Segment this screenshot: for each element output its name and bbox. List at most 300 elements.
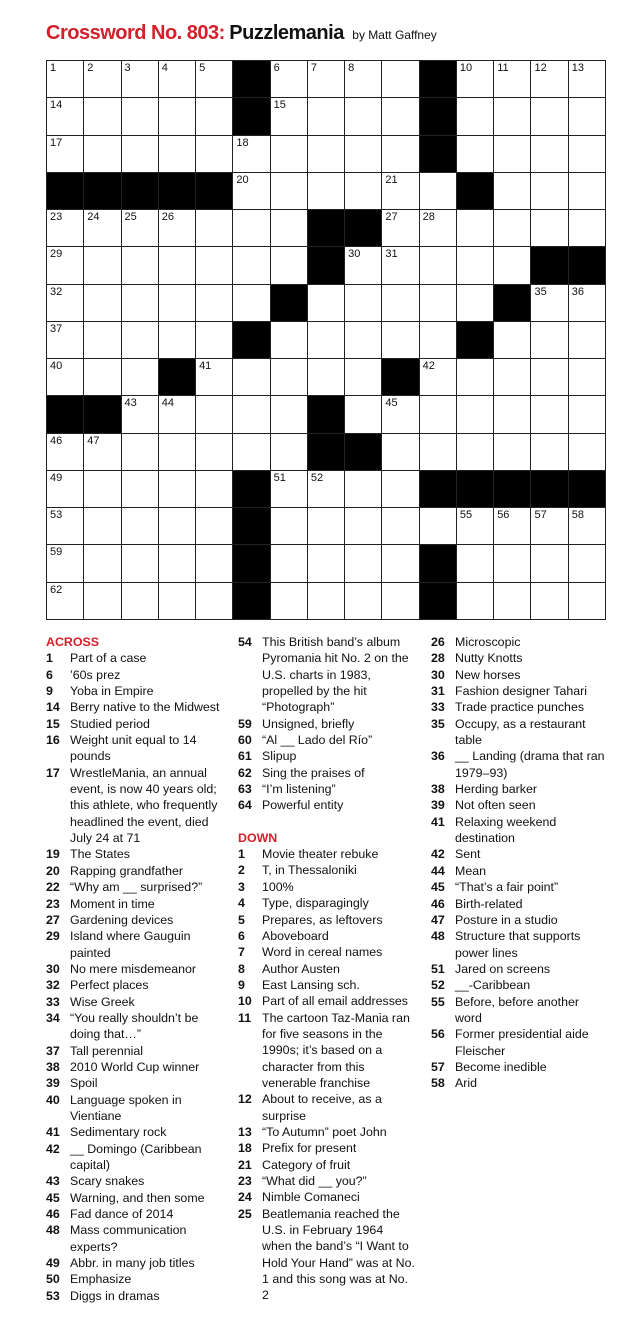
- across-clue[interactable]: [46, 1190, 222, 1206]
- cell-number: 14: [50, 99, 63, 112]
- grid-cell[interactable]: [84, 359, 121, 396]
- grid-cell[interactable]: [382, 434, 419, 471]
- grid-cell[interactable]: [569, 508, 606, 545]
- grid-cell[interactable]: [531, 583, 568, 620]
- grid-cell[interactable]: [420, 285, 457, 322]
- grid-cell[interactable]: [382, 247, 419, 284]
- clue-text: Emphasize: [70, 1272, 132, 1287]
- grid-cell[interactable]: [382, 173, 419, 210]
- grid-cell[interactable]: [382, 98, 419, 135]
- grid-cell[interactable]: [531, 359, 568, 396]
- grid-cell[interactable]: [233, 136, 270, 173]
- grid-cell[interactable]: [569, 285, 606, 322]
- grid-cell[interactable]: [196, 359, 233, 396]
- grid-cell[interactable]: [84, 98, 121, 135]
- down-clue[interactable]: [238, 1091, 416, 1124]
- grid-cell[interactable]: [531, 434, 568, 471]
- grid-cell[interactable]: [122, 545, 159, 582]
- grid-cell[interactable]: [494, 98, 531, 135]
- down-clue[interactable]: [238, 1124, 416, 1140]
- grid-cell[interactable]: [159, 545, 196, 582]
- grid-cell[interactable]: [308, 471, 345, 508]
- grid-cell[interactable]: [345, 61, 382, 98]
- grid-cell[interactable]: [196, 210, 233, 247]
- grid-cell[interactable]: [84, 471, 121, 508]
- clue-number: 6: [46, 667, 53, 682]
- grid-cell[interactable]: [233, 396, 270, 433]
- across-clue[interactable]: [46, 765, 222, 847]
- grid-cell[interactable]: [531, 98, 568, 135]
- grid-cell[interactable]: [494, 434, 531, 471]
- down-clue[interactable]: [431, 961, 609, 977]
- grid-cell[interactable]: [84, 285, 121, 322]
- across-clue[interactable]: [46, 667, 222, 683]
- grid-cell[interactable]: [122, 98, 159, 135]
- down-clue[interactable]: [238, 1010, 416, 1092]
- clue-number: 37: [46, 1043, 60, 1058]
- grid-cell[interactable]: [569, 583, 606, 620]
- cell-number: 28: [422, 211, 435, 224]
- grid-cell[interactable]: [271, 396, 308, 433]
- grid-cell[interactable]: [233, 285, 270, 322]
- grid-cell[interactable]: [494, 247, 531, 284]
- grid-cell[interactable]: [122, 136, 159, 173]
- grid-cell[interactable]: [159, 471, 196, 508]
- grid-cell[interactable]: [308, 545, 345, 582]
- grid-cell[interactable]: [159, 322, 196, 359]
- grid-cell[interactable]: [271, 471, 308, 508]
- down-clue[interactable]: [238, 928, 416, 944]
- across-clue[interactable]: [238, 716, 416, 732]
- grid-cell[interactable]: [122, 434, 159, 471]
- grid-cell[interactable]: [196, 583, 233, 620]
- grid-cell[interactable]: [271, 583, 308, 620]
- across-clue[interactable]: [46, 650, 222, 666]
- grid-cell[interactable]: [531, 210, 568, 247]
- across-clue[interactable]: [238, 634, 416, 716]
- clue-text: __ Domingo (Caribbean capital): [70, 1141, 202, 1172]
- down-clue[interactable]: [238, 944, 416, 960]
- grid-cell[interactable]: [420, 396, 457, 433]
- grid-cell[interactable]: [196, 396, 233, 433]
- grid-cell[interactable]: [271, 173, 308, 210]
- grid-cell[interactable]: [531, 285, 568, 322]
- grid-cell[interactable]: [47, 434, 84, 471]
- down-clue[interactable]: [238, 1157, 416, 1173]
- cell-number: 13: [571, 62, 584, 74]
- grid-cell[interactable]: [122, 396, 159, 433]
- grid-cell[interactable]: [271, 434, 308, 471]
- grid-cell[interactable]: [420, 434, 457, 471]
- grid-cell[interactable]: [233, 210, 270, 247]
- down-clue[interactable]: [238, 895, 416, 911]
- down-clue[interactable]: [431, 1059, 609, 1075]
- down-clue[interactable]: [431, 846, 609, 862]
- grid-cell[interactable]: [569, 98, 606, 135]
- clue-text: Nutty Knotts: [455, 651, 523, 666]
- black-square: [420, 583, 457, 620]
- down-clue[interactable]: [431, 896, 609, 912]
- grid-cell[interactable]: [308, 359, 345, 396]
- down-clue[interactable]: [431, 683, 609, 699]
- clue-number: 39: [431, 798, 445, 813]
- grid-cell[interactable]: [494, 583, 531, 620]
- grid-cell[interactable]: [457, 583, 494, 620]
- down-clue[interactable]: [238, 1189, 416, 1205]
- grid-cell[interactable]: [457, 545, 494, 582]
- across-clue[interactable]: [238, 781, 416, 797]
- grid-cell[interactable]: [122, 285, 159, 322]
- grid-cell[interactable]: [345, 508, 382, 545]
- across-clue[interactable]: [238, 732, 416, 748]
- grid-cell[interactable]: [271, 210, 308, 247]
- grid-cell[interactable]: [84, 508, 121, 545]
- grid-cell[interactable]: [531, 322, 568, 359]
- grid-cell[interactable]: [494, 396, 531, 433]
- grid-cell[interactable]: [122, 322, 159, 359]
- clue-text: Relaxing weekend destination: [455, 814, 557, 846]
- grid-cell[interactable]: [420, 247, 457, 284]
- grid-cell[interactable]: [47, 583, 84, 620]
- grid-cell[interactable]: [569, 173, 606, 210]
- grid-cell[interactable]: [159, 61, 196, 98]
- across-clue[interactable]: [46, 1059, 222, 1075]
- grid-cell[interactable]: [494, 359, 531, 396]
- grid-cell[interactable]: [531, 173, 568, 210]
- across-clue[interactable]: [46, 1206, 222, 1222]
- grid-cell[interactable]: [382, 61, 419, 98]
- grid-cell[interactable]: [308, 322, 345, 359]
- across-clue[interactable]: [46, 1043, 222, 1059]
- grid-cell[interactable]: [494, 136, 531, 173]
- grid-cell[interactable]: [382, 508, 419, 545]
- grid-cell[interactable]: [122, 61, 159, 98]
- across-clue[interactable]: [46, 1141, 222, 1174]
- grid-cell[interactable]: [122, 359, 159, 396]
- grid-cell[interactable]: [494, 508, 531, 545]
- grid-cell[interactable]: [457, 136, 494, 173]
- grid-cell[interactable]: [569, 396, 606, 433]
- clue-text: Tall perennial: [70, 1043, 144, 1058]
- grid-cell[interactable]: [457, 359, 494, 396]
- across-clue[interactable]: [46, 896, 222, 912]
- grid-cell[interactable]: [159, 508, 196, 545]
- across-clue[interactable]: [238, 797, 416, 813]
- black-square: [159, 359, 196, 396]
- down-clue[interactable]: [431, 1026, 609, 1059]
- grid-cell[interactable]: [159, 434, 196, 471]
- grid-cell[interactable]: [84, 583, 121, 620]
- grid-cell[interactable]: [122, 583, 159, 620]
- across-clue[interactable]: [46, 1173, 222, 1189]
- down-clue[interactable]: [431, 650, 609, 666]
- down-clue-list-continued: [431, 634, 609, 1092]
- down-clue[interactable]: [238, 993, 416, 1009]
- grid-cell[interactable]: [420, 322, 457, 359]
- clue-text: “I’m listening”: [262, 782, 336, 797]
- grid-cell[interactable]: [345, 471, 382, 508]
- grid-cell[interactable]: [84, 210, 121, 247]
- grid-cell[interactable]: [494, 322, 531, 359]
- grid-cell[interactable]: [122, 247, 159, 284]
- across-clue[interactable]: [46, 1288, 222, 1304]
- clue-text: Mean: [455, 863, 486, 878]
- grid-cell[interactable]: [531, 508, 568, 545]
- down-clue[interactable]: [431, 748, 609, 781]
- grid-cell[interactable]: [308, 61, 345, 98]
- grid-cell[interactable]: [196, 98, 233, 135]
- down-clue[interactable]: [431, 994, 609, 1027]
- down-clue[interactable]: [431, 863, 609, 879]
- grid-cell[interactable]: [196, 545, 233, 582]
- down-clue[interactable]: [431, 1075, 609, 1091]
- grid-cell[interactable]: [457, 508, 494, 545]
- down-clue[interactable]: [431, 977, 609, 993]
- down-clue[interactable]: [238, 846, 416, 862]
- down-clue[interactable]: [238, 912, 416, 928]
- down-clue[interactable]: [238, 977, 416, 993]
- black-square: [494, 471, 531, 508]
- down-clue[interactable]: [238, 879, 416, 895]
- clue-text: Studied period: [70, 716, 150, 731]
- down-clue[interactable]: [431, 667, 609, 683]
- grid-cell[interactable]: [382, 583, 419, 620]
- grid-cell[interactable]: [569, 136, 606, 173]
- across-clue[interactable]: [46, 1092, 222, 1125]
- across-clue[interactable]: [46, 732, 222, 765]
- clue-text: Become inedible: [455, 1059, 547, 1074]
- grid-cell[interactable]: [531, 545, 568, 582]
- grid-cell[interactable]: [84, 61, 121, 98]
- grid-cell[interactable]: [196, 285, 233, 322]
- down-clue[interactable]: [431, 716, 609, 749]
- clue-number: 9: [238, 977, 245, 992]
- across-clue[interactable]: [46, 1271, 222, 1287]
- grid-cell[interactable]: [122, 471, 159, 508]
- grid-cell[interactable]: [84, 322, 121, 359]
- grid-cell[interactable]: [457, 285, 494, 322]
- grid-cell[interactable]: [382, 136, 419, 173]
- down-clue[interactable]: [238, 1206, 416, 1304]
- across-heading: ACROSS: [46, 635, 100, 649]
- grid-cell[interactable]: [47, 508, 84, 545]
- grid-cell[interactable]: [47, 285, 84, 322]
- clue-number: 32: [46, 978, 60, 993]
- clue-column-2: [238, 634, 416, 1304]
- grid-cell[interactable]: [308, 98, 345, 135]
- grid-cell[interactable]: [233, 359, 270, 396]
- grid-cell[interactable]: [569, 545, 606, 582]
- down-clue[interactable]: [431, 699, 609, 715]
- grid-cell[interactable]: [47, 61, 84, 98]
- down-clue[interactable]: [431, 634, 609, 650]
- clue-number: 50: [46, 1272, 60, 1287]
- across-clue[interactable]: [238, 765, 416, 781]
- cell-number: 57: [534, 509, 547, 522]
- grid-cell[interactable]: [308, 583, 345, 620]
- across-clue[interactable]: [46, 928, 222, 961]
- grid-cell[interactable]: [569, 61, 606, 98]
- grid-cell[interactable]: [196, 508, 233, 545]
- grid-cell[interactable]: [271, 136, 308, 173]
- grid-cell[interactable]: [84, 434, 121, 471]
- grid-cell[interactable]: [345, 98, 382, 135]
- grid-cell[interactable]: [382, 210, 419, 247]
- black-square: [569, 247, 606, 284]
- grid-cell[interactable]: [494, 545, 531, 582]
- down-clue[interactable]: [431, 879, 609, 895]
- down-clue[interactable]: [431, 797, 609, 813]
- grid-cell[interactable]: [457, 98, 494, 135]
- grid-cell[interactable]: [345, 396, 382, 433]
- grid-cell[interactable]: [345, 359, 382, 396]
- grid-cell[interactable]: [531, 61, 568, 98]
- grid-cell[interactable]: [122, 210, 159, 247]
- down-clue[interactable]: [431, 912, 609, 928]
- grid-cell[interactable]: [159, 247, 196, 284]
- grid-cell[interactable]: [271, 247, 308, 284]
- grid-cell[interactable]: [159, 583, 196, 620]
- down-clue[interactable]: [431, 781, 609, 797]
- clue-text: 2010 World Cup winner: [70, 1059, 200, 1074]
- cell-number: 8: [348, 62, 355, 74]
- grid-cell[interactable]: [196, 61, 233, 98]
- grid-cell[interactable]: [308, 508, 345, 545]
- grid-cell[interactable]: [84, 247, 121, 284]
- grid-cell[interactable]: [47, 210, 84, 247]
- grid-cell[interactable]: [345, 285, 382, 322]
- grid-cell[interactable]: [345, 322, 382, 359]
- grid-cell[interactable]: [569, 210, 606, 247]
- down-clue[interactable]: [238, 1173, 416, 1189]
- grid-cell[interactable]: [457, 396, 494, 433]
- across-clue[interactable]: [46, 716, 222, 732]
- grid-cell[interactable]: [159, 210, 196, 247]
- grid-cell[interactable]: [159, 136, 196, 173]
- grid-cell[interactable]: [271, 508, 308, 545]
- grid-cell[interactable]: [233, 247, 270, 284]
- grid-cell[interactable]: [494, 173, 531, 210]
- across-clue[interactable]: [46, 1010, 222, 1043]
- grid-cell[interactable]: [271, 359, 308, 396]
- grid-cell[interactable]: [531, 396, 568, 433]
- grid-cell[interactable]: [345, 136, 382, 173]
- grid-cell[interactable]: [122, 508, 159, 545]
- across-clue[interactable]: [46, 912, 222, 928]
- grid-cell[interactable]: [196, 136, 233, 173]
- grid-cell[interactable]: [159, 396, 196, 433]
- grid-cell[interactable]: [47, 136, 84, 173]
- clue-number: 33: [431, 700, 445, 715]
- across-clue[interactable]: [238, 748, 416, 764]
- down-clue[interactable]: [238, 862, 416, 878]
- down-clue[interactable]: [431, 814, 609, 847]
- grid-cell[interactable]: [457, 210, 494, 247]
- across-clue[interactable]: [46, 1075, 222, 1091]
- across-clue[interactable]: [46, 1255, 222, 1271]
- grid-cell[interactable]: [345, 173, 382, 210]
- grid-cell[interactable]: [271, 322, 308, 359]
- grid-cell[interactable]: [47, 359, 84, 396]
- black-square: [457, 173, 494, 210]
- grid-cell[interactable]: [47, 98, 84, 135]
- grid-cell[interactable]: [271, 98, 308, 135]
- grid-cell[interactable]: [345, 583, 382, 620]
- grid-cell[interactable]: [382, 545, 419, 582]
- grid-cell[interactable]: [308, 136, 345, 173]
- grid-cell[interactable]: [47, 471, 84, 508]
- grid-cell[interactable]: [308, 173, 345, 210]
- across-clue[interactable]: [46, 699, 222, 715]
- grid-cell[interactable]: [382, 285, 419, 322]
- down-clue[interactable]: [431, 928, 609, 961]
- grid-cell[interactable]: [531, 136, 568, 173]
- grid-cell[interactable]: [420, 173, 457, 210]
- cell-number: 40: [50, 360, 63, 373]
- across-clue[interactable]: [46, 863, 222, 879]
- across-clue[interactable]: [46, 977, 222, 993]
- across-clue[interactable]: [46, 879, 222, 895]
- grid-cell[interactable]: [569, 359, 606, 396]
- down-clue[interactable]: [238, 961, 416, 977]
- grid-cell[interactable]: [233, 173, 270, 210]
- across-clue[interactable]: [46, 961, 222, 977]
- across-clue[interactable]: [46, 846, 222, 862]
- grid-cell[interactable]: [457, 61, 494, 98]
- grid-cell[interactable]: [271, 61, 308, 98]
- cell-number: 30: [348, 248, 361, 261]
- grid-cell[interactable]: [159, 285, 196, 322]
- grid-cell[interactable]: [494, 61, 531, 98]
- grid-cell[interactable]: [196, 471, 233, 508]
- grid-cell[interactable]: [47, 247, 84, 284]
- grid-cell[interactable]: [308, 285, 345, 322]
- clue-number: 30: [46, 961, 60, 976]
- grid-cell[interactable]: [196, 247, 233, 284]
- across-clue[interactable]: [46, 1124, 222, 1140]
- grid-cell[interactable]: [382, 322, 419, 359]
- cell-number: 43: [124, 397, 137, 410]
- grid-cell[interactable]: [84, 136, 121, 173]
- grid-cell[interactable]: [382, 471, 419, 508]
- grid-cell[interactable]: [457, 434, 494, 471]
- grid-cell[interactable]: [345, 545, 382, 582]
- grid-cell[interactable]: [420, 359, 457, 396]
- grid-cell[interactable]: [159, 98, 196, 135]
- grid-cell[interactable]: [382, 396, 419, 433]
- grid-cell[interactable]: [84, 545, 121, 582]
- grid-cell[interactable]: [345, 247, 382, 284]
- grid-cell[interactable]: [271, 545, 308, 582]
- across-clue[interactable]: [46, 683, 222, 699]
- grid-cell[interactable]: [420, 508, 457, 545]
- grid-cell[interactable]: [420, 210, 457, 247]
- across-clue[interactable]: [46, 1222, 222, 1255]
- grid-cell[interactable]: [196, 322, 233, 359]
- grid-cell[interactable]: [196, 434, 233, 471]
- grid-cell[interactable]: [494, 210, 531, 247]
- grid-cell[interactable]: [569, 322, 606, 359]
- grid-cell[interactable]: [47, 322, 84, 359]
- grid-cell[interactable]: [457, 247, 494, 284]
- grid-cell[interactable]: [569, 434, 606, 471]
- grid-cell[interactable]: [47, 545, 84, 582]
- down-clue[interactable]: [238, 1140, 416, 1156]
- black-square: [233, 508, 270, 545]
- clue-number: 16: [46, 733, 60, 748]
- grid-cell[interactable]: [233, 434, 270, 471]
- across-clue[interactable]: [46, 994, 222, 1010]
